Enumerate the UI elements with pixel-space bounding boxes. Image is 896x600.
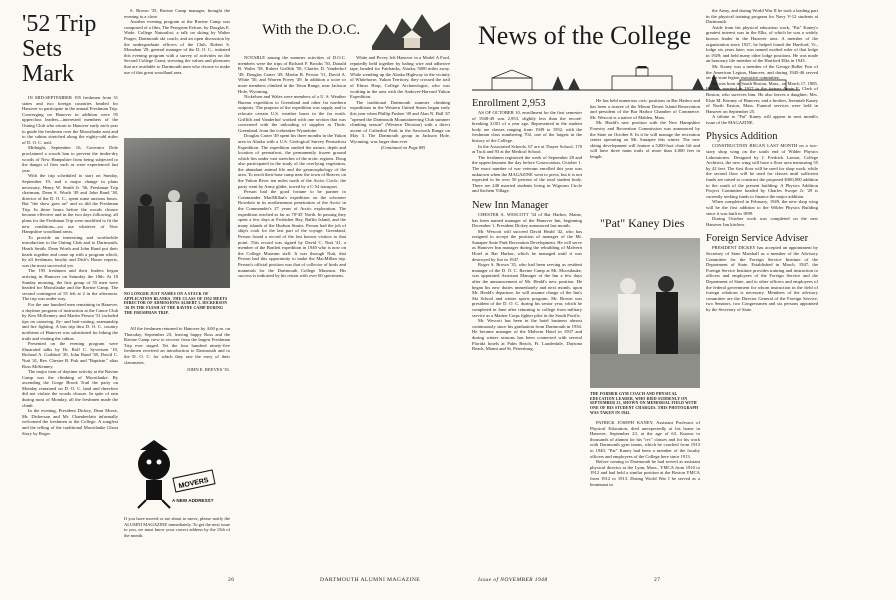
paragraph: NOTABLE among the summer activities of D.O.C. members were the trips of Richard F. Brooks '50, Donald B. Wales '58, Robert Griffith '50, Charles D. Vanderhof '49, Douglas Carter '49, Martin B. Person '51, David A. White '50, and Warren Povey '49. In addition a score or more members climbed in the Teton Range, near Jackson Hole, Wyoming. bbox=[238, 55, 346, 94]
paragraph: He has held numerous civic positions in Bar Harbor and has been a trustee of the Mount Desert Island Reservation and president of the Bar Harbor Chamber of Commerce. Mr. Wescott is a native of Malden, Mass. bbox=[590, 98, 700, 120]
photo-caption: NO LONGER JUST NAMES ON A STACK OF APPLICATION BLANKS, THE CLASS OF 1952 MEETS DIRECTOR OF ADMISSIONS ALBERT I. DICKERSON '20 IN THE FLESH AT THE RAVINE CAMP DURING THE FRESHMAN TRIP. bbox=[124, 292, 228, 315]
paragraph: IN MID-SEPTEMBER 195 freshmen from 31 states and two foreign countries headed for Hanover to participate in the annual Freshman Trip. Converging on Hanover in addition were 95 upperclass leaders—interested members of the Outing Club who return to Hanover early each year to guide the freshmen over the Moosilauke area and to the cabins stretched along the eighty-odd miles of D. O. C. trail. bbox=[22, 95, 118, 145]
paragraph: Aside from his physical education work, "Pat" Kaney's greatest interest was in the Elks, of which he was a widely known leader in the Hanover area. A member of the organization since 1927, he helped found the Hartford, Vt., lodge six years later; was named exalted ruler of that lodge in 1929; and held many other lodge positions. He was made an honorary life member of the Hartford Elks in 1943. bbox=[706, 24, 818, 64]
paragraph: All the freshmen returned to Hanover by 4:00 p.m. on Thursday, September 23, leaving happy Ross and the Ravine Camp crew to recover from the largest Freshman Trip ever staged. Yet the four hundred ninety-five freshmen received an introduction to Dartmouth and to the D. O. C. for which they rate the envy of their classmates. bbox=[124, 326, 230, 365]
news-column-2-top bbox=[590, 98, 700, 213]
adviser-heading: Foreign Service Adviser bbox=[706, 233, 809, 245]
cabin-illustration bbox=[372, 8, 450, 50]
paragraph: To provide an interesting and worthwhile introduction to the Outing Club and to Dartmouth, Heath Smith, Dean Worth and John Rand put their heads together and came up with a program which, by all freshman, faculty and Dick's House reports, was the most successful yet. bbox=[22, 234, 118, 268]
paragraph: The freshmen registered the week of September 28 and the upperclassmen the day before Convocation, October 1. The exact number of war veterans enrolled this year was unknown when the MAGAZINE went to press, but it is not expected to be over 50 percent of the total student body. There are 248 married students living in Wigwam Circle and Sachem Village. bbox=[472, 154, 582, 194]
author-signature: JOHN E. REEVES '35. bbox=[186, 367, 230, 373]
paragraph: Mr. Kaney was a member of the George Ridler Post of the American Legion, Hanover, and during 1945-46 served on the state legion executive committee. bbox=[706, 63, 818, 81]
trip-article-column-1 bbox=[22, 95, 118, 565]
paragraph: Before coming to Dartmouth he had served as assistant physical director at the Lynn, Mass., YMCA from 1910 to 1912 and had held a similar position at the Boston YMCA from 1912 to 1913. During World War I he served as a lieutenant in bbox=[590, 459, 700, 487]
inn-heading: New Inn Manager bbox=[472, 199, 549, 211]
paragraph: PRESIDENT DICKEY has accepted an appointment by Secretary of State Marshall as a member of the Advisory Committee for the Foreign Service Institute of the Department of State. Established in March, 1947, the Foreign Service Institute provides training and instruction to officers and employees of the Foreign Service and the Department of State, and to other officers and employees of the federal government for whom instruction in the field of foreign relations is necessary. Members of the advisory committee are the Director General of the Foreign Service, two Senators, two Congressmen and six persons appointed by the Secretary of State. bbox=[706, 245, 818, 312]
news-column-2-bottom bbox=[590, 420, 700, 566]
paragraph: Mr. Wescott will succeed David Heald '42, who has resigned to accept the position of manager of the Mt. Sunapee State Park Recreation Development. He will serve as Hanover Inn manager during the rebuilding of Malvern Hotel at Bar Harbor, which he managed until it was destroyed by fire in 1947. bbox=[472, 228, 582, 262]
paragraph: CONSTRUCTION BEGAN LAST MONTH on a two-story shop wing on the south end of Wilder Physics Laboratories. Designed by J. Fredrick Larson, College Architect, the new wing will have a floor area measuring 55 by 42 feet. The first floor will be used for shop work, while the second floor will be used for classes until sufficient funds are raised to construct the proposed $300,000 addition to the south of the present building. A Physics Addition Project Committee headed by Charles Swope Jr. '29 is currently seeking funds to finance the major addition. bbox=[706, 143, 818, 199]
enrollment-heading: Enrollment 2,953 bbox=[472, 98, 546, 109]
doc-column-2 bbox=[350, 55, 450, 565]
news-column-1 bbox=[472, 98, 582, 566]
trip-headline: '52 Trip Sets Mark bbox=[22, 11, 97, 87]
news-headline: News of the College bbox=[478, 21, 692, 50]
paragraph: White and Povey left Hanover in a Model A Ford, reputedly held together by baling wire and adhesive tape, headed for Fairbanks, Alaska, 5000 miles away. While wending up the Alaska Highway in the vicinity of Whitehorse, Yukon Territory, they crossed the trail of Elmer Harp, College Archaeologist, who was working in the area with the Andover-Harvard Yukon Expedition. bbox=[350, 55, 450, 100]
paragraph: Midnight, September 16, Governor Dole proclaimed a woods ban to prevent the tinder-dry woods of New Hampshire from being subjected to the danger of fires such as were experienced last year. bbox=[22, 145, 118, 173]
physics-heading: Physics Addition bbox=[706, 131, 778, 143]
doc-column-1 bbox=[238, 55, 346, 565]
paragraph: He was born in South Boston, Mass., on March 17, 1885. He was married in 1917 to the former Annie E. Clark of Boston, who survives him. He also leaves a daughter, Mrs. Elsie M. Kenney of Hanover, and a brother, Jeremiah Kaney of North Easton, Mass. Funeral services were held in Hanover on September 25. bbox=[706, 80, 818, 114]
paragraph: For the one hundred men remaining in Hanover, a daytime program of instruction at the Canoe Club by Ken McKenney and Martin Person '51 included tips on canoeing, fly- and bait-casting, seamanship and fire fighting. A bus trip thru D. O. C. country northeast of Hanover was substituted for hiking the trails and visiting the cabins. bbox=[22, 301, 118, 341]
news-column-3 bbox=[706, 8, 818, 566]
paragraph: PATRICK JOSEPH KANEY, Assistant Professor of Physical Education, died unexpectedly at his home in Hanover, September 23, at the age of 63. Known to thousands of alumni for his "rec" classes and for his work with Dartmouth gym teams, which he coached from 1913 to 1940, "Pat" Kaney had been a member of the faculty officers and employees of the College here since 1913. bbox=[590, 420, 700, 459]
paragraph: Person had the good fortune to be partner to Commander MacMillan's expedition on the schooner Bowdoin in its northernmost penetration of the Arctic in the Commander's 27 years of Arctic exploration. The expedition reached as far as 78°45' North. In passing they spent a few days at Frobisher Bay, Baffin Island, and the many islands of the Hudson Straits. Person had the job of ship's cook for the last part of the voyage. Greenland, Person found a record of the last known visitors to that point. This record was signed by David C. Nutt '41, a member of the Bartlett expedition in 1940 who is now on the College Museum staff. It was through Nutt, that Person had this opportunity to make the MacMillan trip. Person's official position was that of collector of birds and mammals for the Dartmouth College Museum. His success is indicated by his return with over 60 specimens. bbox=[238, 189, 346, 279]
paragraph: The traditional Dartmouth summer climbing expeditions in the Western United States began early this year when Phillip Pushee '49 and Alan N. Hall '47 "opened the Dartmouth Mountaineering Club summer climbing season" (Western Division) with a direct ascent of Cathedral Peak in the Sawtooth Range on May 3. The Dartmouth group in Jackson Hole, Wyoming, was larger than ever bbox=[350, 99, 450, 144]
paragraph: In the evening, President Dickey, Dean Morse, Mr. Dickerson and Mr. Chamberlain informally welcomed the freshmen to the College. A songfest and the telling of the traditional Moosilauke Ghost Story by Roger bbox=[22, 408, 118, 436]
paragraph: With the trip scheduled to start on Sunday, September 19, and a major change in plans necessary, Henry W. Smith Jr. '36, Freshman Trip chairman, Dean S. Worth '49 and John Rand '38, director of the D. O. C., spent some anxious hours. But "the show goes on" and so did the Freshman Trip. In those hours before the woods closure became effective and in the two days following, all plans for the Freshman Trip were modified to fit the new conditions—no use whatever of New Hampshire woodland areas. bbox=[22, 173, 118, 235]
paragraph: The major item of daytime activity at the Ravine Camp was the climbing of Moosilauke. By ascending the Gorge Brook Trail the party on Monday remained on D. O. C. land and therefore did not violate the woods closure. In spite of rain during most of Monday, all the freshmen made the climb. bbox=[22, 369, 118, 408]
kaney-figures bbox=[590, 238, 700, 388]
paragraph: Roger S. Brown '35, who had been serving as resident manager of the D. O. C. Ravine Camp at Mt. Moosilauke, was appointed Assistant Manager of the Inn a few days after the announcement of Mr. Heald's new position. He began his new duties immediately and next month, upon Mr. Heald's departure, he will assume charge of the Inn's Ski School and winter sports program. Mr. Brown was president of the D. O. C. during his senior year, which he completed in June after returning to college from military service as a Marine Corps fighter pilot in the South Pacific. bbox=[472, 262, 582, 318]
address-notice: If you have moved or are about to move, please notify the ALUMNI MAGAZINE immediately. To get the next issue to you, we must know your correct address by the 15th of the month. bbox=[124, 516, 230, 538]
trip-article-column-2-bottom bbox=[124, 326, 230, 390]
magazine-name: DARTMOUTH ALUMNI MAGAZINE bbox=[320, 577, 421, 583]
paragraph: Mr. Heald's new position with the New Hampshire Forestry and Recreation Commission was announced by the State on October 8. In it he will manage the recreation center operating on Mt. Sunapee this winter. The new skiing development will feature a 5200-foot chair lift and will have three main trails of more than 4,000 feet in length. bbox=[590, 120, 700, 159]
paragraph: A tribute to "Pat" Kaney will appear in next month's issue of the MAGAZINE. bbox=[706, 114, 818, 125]
paragraph: During October work was completed on the new Hanover Inn kitchen. bbox=[706, 216, 818, 227]
movers-sign-text: MOVERS bbox=[178, 477, 210, 491]
page-number-left: 26 bbox=[228, 577, 235, 583]
doc-heading: With the D.O.C. bbox=[262, 22, 361, 38]
paragraph: Nickelsen and Wales were members of a U. S. Weather Bureau expedition to Greenland and other far northern outposts. The purpose of the expedition was supply and to relocate certain U.S. weather bases in the far north. Griffith and Vanderhof worked with one section that was concerned with the unloading of supplies at Thule, Greenland, from the icebreaker Wyandotte. bbox=[238, 94, 346, 133]
paragraph: The 195 freshmen and their leaders began arriving in Hanover on Saturday the 18th. At 10 Sunday morning, the first group of 55 men were headed for Moosilauke and the Ravine Camp. The second contingent of 55 left at 2 in the afternoon. The trip was under way. bbox=[22, 268, 118, 302]
paragraph: Presented on the evening program were illustrated talks by Dr. Rolf C. Syvertsen '18, Richard A. Goddard '20, John Rand '38, David C. Nutt '41, Rev. Chester B. Fisk and "Baptiste," alias Ross McKenney. bbox=[22, 341, 118, 369]
freshman-group-photo bbox=[124, 138, 230, 288]
kaney-photo bbox=[590, 238, 700, 388]
issue-label: Issue of NOVEMBER 1948 bbox=[478, 577, 548, 583]
page-number-right: 27 bbox=[654, 577, 661, 583]
trip-article-column-2-top bbox=[124, 8, 230, 134]
paragraph: S. Brown '35, Ravine Camp manager, brought the evening to a close. bbox=[124, 8, 230, 19]
paragraph: CHESTER A. WESCOTT '34 of Bar Harbor, Maine, has been named manager of the Hanover Inn, beginning December 1, President Dickey announced last month. bbox=[472, 211, 582, 229]
movers-cartoon bbox=[124, 440, 230, 510]
doc-woodcut bbox=[372, 8, 450, 50]
paragraph: When completed in February, 1949, the new shop wing will be the first addition to the Wilder Physics Building since it was built in 1899. bbox=[706, 199, 818, 216]
continued-note: (Continued on Page 88) bbox=[380, 144, 426, 150]
paragraph: Mr. Wescott has been in the hotel business almost continuously since his graduation from Dartmouth in 1934. He became manager of the Malvern Hotel in 1937 and during winter seasons has been connected with several Florida hotels at Palm Beach, Ft. Lauderdale, Daytona Beach, Miami and St. Petersburg. bbox=[472, 318, 582, 352]
photo-figures bbox=[124, 138, 230, 288]
paragraph: AS OF OCTOBER 10, enrollment for the first semester of 1948-49 was 2,953, slightly less than the record-breaking 3,001 of a year ago. Represented in the student body are classes ranging from 1949 to 1952, with the freshman class numbering 702, one of the largest in the history of the College. bbox=[472, 110, 582, 143]
paragraph: the Army, and during World War II he took a leading part in the physical training program for Navy V-12 students at Dartmouth. bbox=[706, 8, 818, 25]
kaney-photo-caption: THE FORMER GYM COACH AND PHYSICAL EDUCATION LEADER, WHO DIED SUDDENLY ON SEPTEMBER 23, SHOWN ON MEMORIAL FIELD WITH ONE OF HIS STUDENT CHARGES. THIS PHOTOGRAPH WAS TAKEN IN 1942. bbox=[590, 392, 699, 415]
paragraph: Another evening program at the Ravine Camp was composed of a film, The Peregrine Falcon, by Douglas E. Wade, College Naturalist; a talk on skiing by Walter Prager, Dartmouth ski coach; and an open discussion by the undergraduate officers of the Club, Robert S. Monahan '29, general manager of the D. O. C., initiated this evening program with a survey of activities on the Second College Grant, stressing the values and pleasures that are available to Dartmouth men who choose to make use of this great woodland area. bbox=[124, 19, 230, 75]
notice-title: A NEW ADDRESS? bbox=[172, 498, 214, 503]
paragraph: Douglas Carter '49 spent his three months in the Yukon area in Alaska with a U.S. Geological Survey Permafrost Expedition. The expedition studied the nature, depth and location of permafrost, the permanently frozen ground which lies under vast stretches of the arctic regions. Doug also participated in the study of the overlying vegetation, the abundant animal life and the geomorphology of the area. To reach their base camp near the town of Beaver, on the Yukon River ten miles north of the Arctic Circle, the party went by Army glider, towed by a C-54 transport. bbox=[238, 133, 346, 189]
paragraph: In the Associated Schools, 67 are at Thayer School, 170 at Tuck and 93 at the Medical School. bbox=[472, 143, 582, 155]
kaney-heading: "Pat" Kaney Dies bbox=[600, 216, 685, 230]
